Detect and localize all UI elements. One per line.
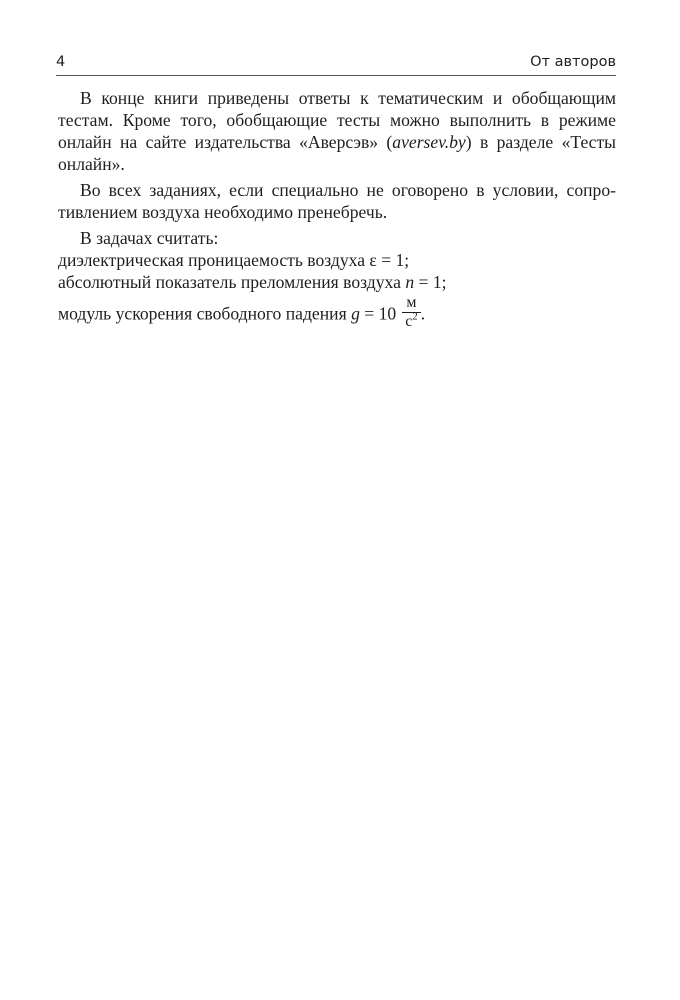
condition-text: модуль ускорения свободного падения [58, 303, 352, 324]
formula: = 10 [359, 303, 397, 324]
denominator-unit: с [405, 313, 413, 330]
text-line: тестам. Кроме того, обобщающие тесты можно выполнить в режиме [58, 110, 616, 130]
text-fragment: ) в разделе «Тесты [465, 132, 617, 152]
text-fragment: онлайн на сайте издательства «Аверсэв» ( [58, 132, 393, 152]
text-line: онлайн». [58, 154, 125, 174]
formula: ε = 1; [369, 250, 410, 270]
fraction-numerator: м [406, 294, 417, 311]
condition-permittivity [58, 249, 616, 271]
conditions-intro: В задачах считать: [80, 228, 219, 248]
fraction-denominator [402, 310, 421, 331]
paragraph-answers [58, 87, 617, 175]
text-line [58, 131, 616, 153]
header-rule [56, 75, 616, 76]
conditions-list [58, 227, 616, 334]
formula: = 1; [414, 272, 447, 292]
condition-text: диэлектрическая проницаемость воздуха [58, 250, 370, 270]
website-link[interactable]: aversev.by [392, 132, 466, 152]
unit-fraction [402, 294, 421, 331]
condition-refractive-index [58, 271, 616, 293]
condition-text: абсолютный показатель преломления воздуха [58, 272, 406, 292]
running-title: От авторов [530, 54, 616, 70]
condition-gravity [58, 294, 616, 334]
denominator-exponent: 2 [412, 310, 418, 323]
formula-variable: n [405, 272, 415, 292]
formula-end: . [420, 303, 426, 324]
page-number: 4 [56, 54, 66, 70]
page-header [56, 52, 616, 76]
text-line: В конце книги приведены ответы к тематическим и обобщающим [80, 88, 616, 108]
text-line: тивлением воздуха необходимо пренебречь. [58, 202, 388, 222]
text-line: Во всех заданиях, если специально не оговорено в условии, сопро- [80, 180, 616, 200]
formula-variable: g [351, 303, 360, 324]
paragraph-air-resistance [58, 179, 616, 223]
page-body [58, 87, 617, 334]
